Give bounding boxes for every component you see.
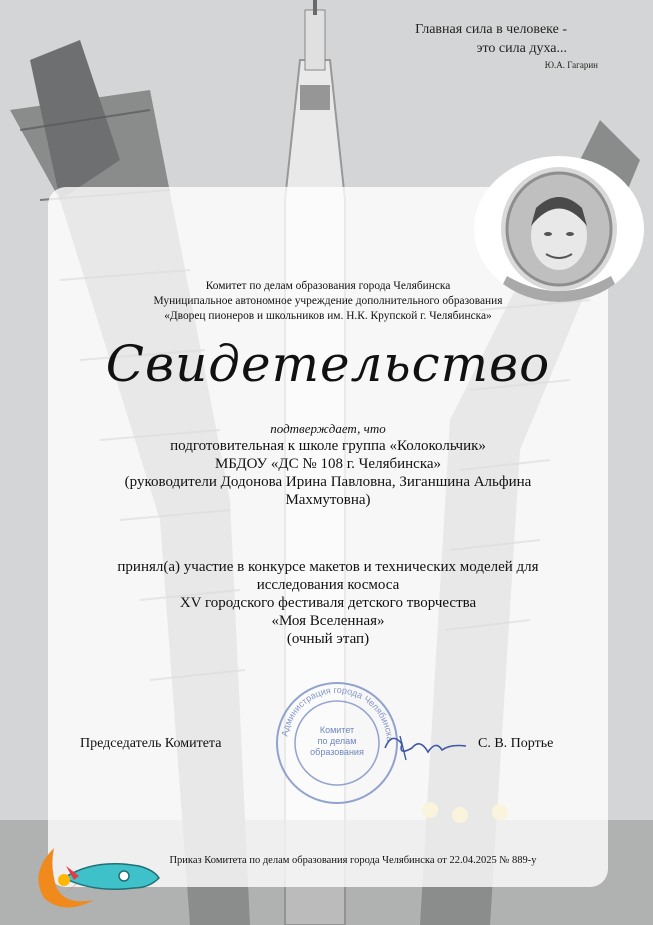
org-line-2: Муниципальное автономное учреждение дополнительного образования bbox=[153, 295, 503, 307]
recipient-line-4: Махмутовна) bbox=[285, 492, 371, 508]
confirms-text: подтверждает, что bbox=[270, 421, 386, 436]
gagarin-quote bbox=[415, 20, 567, 58]
org-line-1: Комитет по делам образования города Челябинска bbox=[205, 280, 451, 292]
festival-line-2: «Моя Вселенная» bbox=[271, 613, 385, 629]
stamp-center-line-2: по делам bbox=[317, 736, 357, 746]
stamp-ring-text: Администрация города Челябинска bbox=[279, 684, 396, 742]
quote-author: Ю.А. Гагарин bbox=[544, 60, 598, 70]
stamp-center-line-1: Комитет bbox=[319, 725, 355, 735]
festival-line-3: (очный этап) bbox=[286, 631, 370, 647]
recipient-line-1: подготовительная к школе группа «Колокольчик» bbox=[170, 438, 486, 454]
festival-line-1: XV городского фестиваля детского творчества bbox=[179, 595, 477, 611]
participation-block bbox=[48, 558, 608, 648]
org-line-3: «Дворец пионеров и школьников им. Н.К. Крупской г. Челябинска» bbox=[164, 310, 492, 322]
participation-line-1: принял(а) участие в конкурсе макетов и технических моделей для bbox=[117, 559, 539, 575]
participation-line-2: исследования космоса bbox=[256, 577, 400, 593]
recipient-line-3: (руководители Додонова Ирина Павловна, Зиганшина Альфина bbox=[124, 474, 532, 490]
organization-header bbox=[48, 279, 608, 324]
signatory-position: Председатель Комитета bbox=[80, 736, 222, 751]
quote-line-1: Главная сила в человеке - bbox=[415, 22, 567, 37]
recipient-line-2: МБДОУ «ДС № 108 г. Челябинска» bbox=[214, 456, 442, 472]
signature-scribble bbox=[380, 726, 470, 766]
order-reference: Приказ Комитета по делам образования города Челябинска от 22.04.2025 № 889-у bbox=[169, 855, 537, 866]
certificate-title: Свидетельство bbox=[105, 335, 551, 393]
signatory-name: С. В. Портье bbox=[478, 736, 554, 751]
stamp-center-line-3: образования bbox=[310, 747, 364, 757]
quote-line-2: это сила духа... bbox=[476, 41, 567, 56]
festival-rocket-logo bbox=[24, 838, 164, 918]
recipient-block bbox=[48, 437, 608, 509]
